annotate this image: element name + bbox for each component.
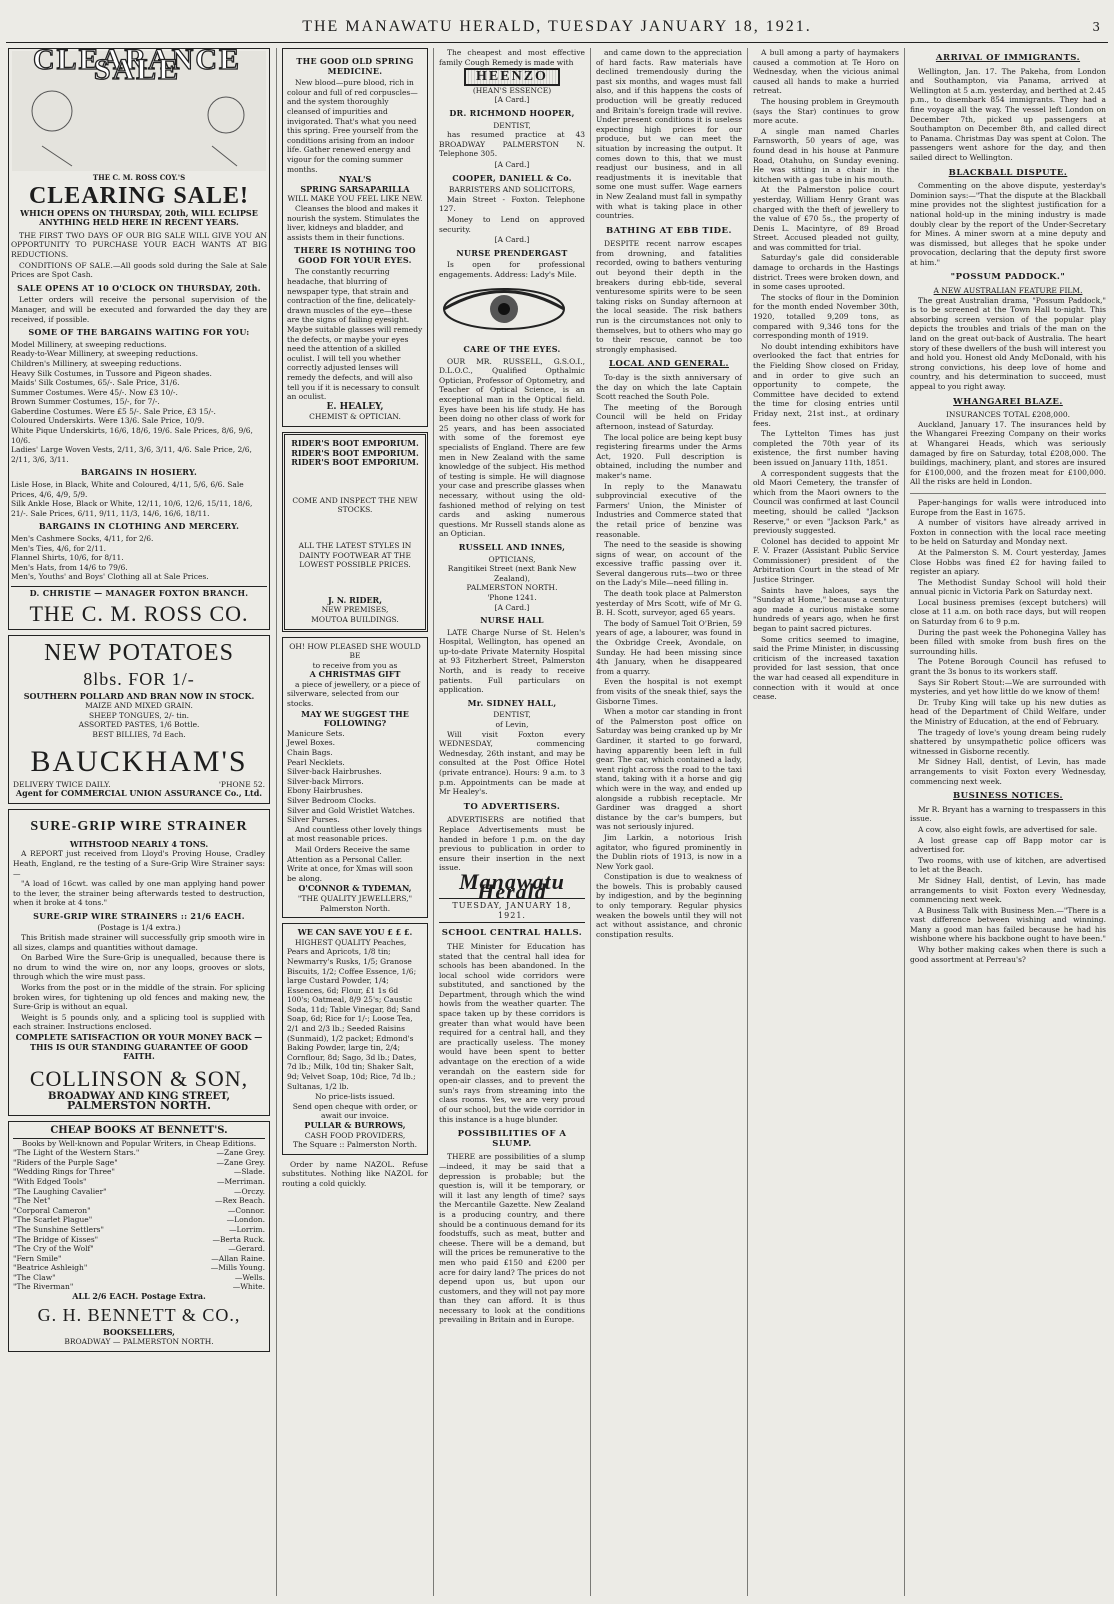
books-intro: Books by Well-known and Popular Writers, in Cheap Editions.	[21, 1138, 257, 1148]
bauckham-name: BAUCKHAM'S	[30, 744, 248, 778]
strainer-subtitle: WITHSTOOD NEARLY 4 TONS.	[69, 838, 209, 849]
xmas-more: And countless other lovely things at most reasonable prices.	[287, 824, 422, 844]
bargain-item: Summer Costumes. Were 45/-. Now £3 10/-.	[11, 387, 178, 397]
bargain-item: Maids' Silk Costumes, 65/-. Sale Price, 31/6.	[11, 378, 180, 388]
col6-para: The tragedy of love's young dream being rudely shattered by unsympathetic police officers was witnessed in Gisborne recently.	[910, 727, 1106, 756]
clothing-item: Men's Hats, from 14/6 to 79/6.	[11, 562, 128, 572]
cooper-money: Money to Lend on approved security.	[439, 214, 585, 234]
whangarei-sub: INSURANCES TOTAL £208,000.	[945, 410, 1071, 420]
col6-para: Mr Sidney Hall, dentist, of Levin, has made arrangements to visit Foxton every Wednesday, commencing next week.	[910, 757, 1106, 786]
news-para: A single man named Charles Farnsworth, 50 years of age, was found dead in his house at Panmure Road, Otahuhu, on Sunday evening. He was sitting in a chair in the kitchen with a gas tube in his mouth.	[753, 126, 899, 184]
news-para: The Lyttelton Times has just completed the 70th year of its existence, the first number having been issued on January 11th, 1851.	[753, 429, 899, 467]
clothing-heading: BARGAINS IN CLOTHING AND MERCERY.	[38, 521, 240, 532]
business-heading: BUSINESS NOTICES.	[952, 791, 1064, 802]
xmas-items	[287, 729, 423, 825]
rider-line: RIDER'S BOOT EMPORIUM.	[291, 447, 419, 458]
col6-para: At the Palmerston S. M. Court yesterday, James Close Hobbs was fined £2 for having failed to register an apiary.	[910, 547, 1106, 577]
business-para: Why bother making cakes when there is such a good assortment at Perreau's?	[910, 945, 1106, 964]
russell-name: RUSSELL AND INNES,	[458, 541, 566, 552]
immigrants-body: Wellington, Jan. 17. The Pakeha, from London and Southampton, via Panama, arrived at Wellington at 5 a.m. yesterday, and berthed at 2.45 p.m., to disembark 854 immigrants. They had a fine voyage all the way. The vessel left London on December 7th, picked up passengers at Southampton on December 8th, and called direct to Panama. Christmas Day was spent at Colon. The passengers went ashore for the day, and then sailed direct to Wellington.	[910, 66, 1106, 162]
save-body: HIGHEST QUALITY Peaches, Pears and Apricots, 1/8 tin; Newmarry's Rusks, 1/5; Granose Biscuits, 1/2; Coffee Essence, 1/6; large Custard Powder, 1/4; Essences, 6d; Flour, £1 1s 6d 100's; Oatmeal, 8/9 25's; Caustic Soda, 11d; Table Vinegar, 8d; Sand Soap, 6d; Rice for 1/-; Loose Tea, 2/1 and 2/3 lb.; Seeded Raisins (Sunmaid), 1/2 packet; Edmond's Baking Powder, large tin, 2/4; Cornflour, 8d; Sago, 3d lb.; Dates, 7d lb.; Milk, 10d tin; Shaker Salt, 9d; Velvet Soap, 10d; Rice, 7d lb.; Sultanas, 1/2 lb.	[287, 937, 421, 1091]
rider-name: J. N. RIDER,	[328, 594, 382, 605]
slump-heading: POSSIBILITIES OF A SLUMP.	[457, 1129, 567, 1149]
col6-para: A number of visitors have already arrived in Foxton in connection with the local race meeting to be held on Saturday and Monday next.	[910, 518, 1106, 547]
oconnor-sub: "THE QUALITY JEWELLERS,"	[297, 893, 413, 903]
book-row	[13, 1235, 265, 1245]
russell-sub: OPTICIANS,	[488, 554, 536, 564]
save-heading: WE CAN SAVE YOU £ £ £.	[297, 927, 413, 938]
xmas-heading: OH! HOW PLEASED SHE WOULD BE	[289, 641, 421, 661]
possum-heading: "POSSUM PADDOCK."	[950, 272, 1066, 283]
book-author: —Rex Beach.	[214, 1196, 265, 1206]
paper-date: TUESDAY, JANUARY 18, 1921.	[439, 898, 585, 923]
potatoes-title: NEW POTATOES	[44, 639, 234, 666]
page-number: 3	[1092, 20, 1100, 34]
business-para: A cow, also eight fowls, are advertised for sale.	[918, 824, 1098, 834]
xmas-item: Silver Bedroom Clocks.	[287, 796, 377, 805]
xmas-item: Silver Purses.	[287, 815, 340, 825]
hooper-name: DR. RICHMOND HOOPER,	[449, 107, 575, 118]
strainer-ad	[8, 809, 270, 1116]
whangarei-heading: WHANGAREI BLAZE.	[953, 396, 1063, 407]
nurse-body: Is open for professional engagements. Address: Lady's Mile.	[439, 260, 585, 279]
sidney-body: Will visit Foxton every WEDNESDAY, commencing Wednesday, 26th instant, and may be consulted at the Post Office Hotel (private entrance). Hours: 9 a.m. to 3 p.m. Appointments can be made at Mr Healey's.	[439, 729, 585, 797]
xmas-item: Ebony Hairbrushes.	[287, 786, 363, 796]
hosiery-heading: BARGAINS IN HOSIERY.	[80, 467, 198, 478]
local-para: Jim Larkin, a notorious Irish agitator, who figured prominently in the Dublin riots of 1913, is now in a New York gaol.	[596, 832, 742, 871]
clothing-item: Men's, Youths' and Boys' Clothing all at Sale Prices.	[11, 572, 209, 582]
strainer-title: SURE-GRIP WIRE STRAINER	[30, 818, 248, 834]
xmas-suggest: MAY WE SUGGEST THE FOLLOWING?	[301, 708, 409, 729]
bargain-item: Ready-to-Wear Millinery, at sweeping reductions.	[11, 349, 198, 359]
collinson-address: BROADWAY AND KING STREET,	[47, 1090, 230, 1102]
local-para: The body of Samuel Toit O'Brien, 59 years of age, a labourer, was found in the Oxbridge Creek, Avondale, on Sunday. He had been missing since 4th January, when he disappeared from a quarry.	[596, 618, 742, 676]
bargains-heading: SOME OF THE BARGAINS WAITING FOR YOU:	[28, 327, 250, 338]
eyes-heading: CARE OF THE EYES.	[463, 344, 561, 355]
eye-icon	[439, 284, 569, 334]
book-title: "The Laughing Cavalier"	[13, 1186, 107, 1196]
local-para: In reply to the Manawatu subprovincial executive of the Farmers' Union, the Minister of Industries and Commerce stated that the retail price of benzine was reasonable.	[596, 481, 742, 539]
whangarei-body: Auckland, January 17. The insurances held by the Whangarei Freezing Company on their works at Whangarei Heads, which was seriously damaged by fire on Saturday, total £208,000. The buildings, machinery, plant, and stores are insured for £100,000, and the frozen meat for £100,000. All the risks are held in London.	[910, 419, 1106, 487]
bargain-item: Gaberdine Costumes. Were £5 5/-. Sale Price, £3 15/-.	[11, 406, 216, 416]
blackball-body: Commenting on the above dispute, yesterday's Dominion says:—"That the dispute at the Blackball mine provides not the slightest justification for a national hold-up in the mining industry is made doubly clear by the report of the Under-Secretary for Mines. A miner sworn at a mine deputy and was dismissed, but alleges that he spoke under provocation, declaring that the deputy first swore at him."	[910, 181, 1106, 267]
pullar-name: PULLAR & BURROWS,	[304, 1120, 406, 1130]
paper-masthead: Manawatu Herald	[459, 868, 565, 904]
cooper-address: Main Street - Foxton. Telephone 127.	[439, 194, 585, 214]
newspaper-title: THE MANAWATU HERALD, TUESDAY JANUARY 18, 1921.	[302, 18, 812, 35]
hosiery-item: Lisle Hose, in Black, White and Coloured, 4/11, 5/6, 6/6. Sale Prices, 4/6, 4/9, 5/9.	[11, 480, 244, 499]
strainer-postage: (Postage is 1/4 extra.)	[97, 923, 181, 933]
column-rule	[747, 48, 748, 1596]
column-rule	[590, 48, 591, 1596]
local-para: The need to the seaside is showing signs of wear, on account of the excessive traffic passing over it. Several dangerous ruts—two or three on the Lady's Mile—need filling in.	[596, 540, 742, 588]
sale-subtitle: WHICH OPENS ON THURSDAY, 20th, WILL ECLIPSE ANYTHING HELD HERE IN RECENT YEARS.	[20, 207, 258, 228]
potatoes-line: ASSORTED PASTES, 1/6 Bottle.	[78, 720, 200, 730]
masthead	[6, 4, 1108, 43]
book-author: —Berta Ruck.	[212, 1234, 265, 1244]
pullar-address: The Square :: Palmerston North.	[293, 1140, 417, 1150]
rider-ad	[282, 432, 428, 632]
news-para: The housing problem in Greymouth (says the Star) continues to grow more acute.	[753, 96, 899, 126]
book-title: "The Scarlet Plague"	[13, 1215, 93, 1225]
bargain-item: Brown Summer Costumes, 15/-, for 7/-.	[11, 397, 160, 407]
news-para: Saturday's gale did considerable damage to orchards in the Hastings district. Trees were broken down, and in some cases uprooted.	[753, 253, 899, 292]
school-heading: SCHOOL CENTRAL HALLS.	[441, 928, 583, 939]
hosiery-item: Silk Ankle Hose, Black or White, 12/11, 10/6, 12/6, 15/11, 18/6, 21/-. Sale Prices, 6/11, 9/11, 11/3, 14/6, 16/6, 18/11.	[11, 499, 253, 518]
card-label: [A Card.]	[494, 159, 530, 169]
strainer-price: SURE-GRIP WIRE STRAINERS :: 21/6 EACH.	[33, 910, 245, 921]
column-1	[8, 48, 270, 1596]
cooper-name: COOPER, DANIELL & Co.	[452, 172, 572, 183]
local-para: Even the hospital is not exempt from visits of the sneak thief, says the Gisborne Times.	[596, 677, 742, 706]
healey-name: E. HEALEY,	[326, 401, 384, 412]
book-title: "Riders of the Purple Sage"	[13, 1157, 118, 1167]
pullar-sub: CASH FOOD PROVIDERS,	[304, 1130, 406, 1140]
news-para: At the Palmerston police court yesterday, William Henry Grant was charged with the theft of jewellery to the value of £70 5s., the property of Denis L. Macintyre, of 89 Broad Street. Accused pleaded not guilty, and was committed for trial.	[753, 185, 899, 252]
spring-heading: THE GOOD OLD SPRING MEDICINE.	[296, 56, 414, 76]
save-send: Send open cheque with order, or await our invoice.	[292, 1101, 418, 1121]
books-price: ALL 2/6 EACH. Postage Extra.	[72, 1291, 206, 1302]
bargain-item: Children's Millinery, at sweeping reductions.	[11, 358, 182, 368]
spring-body: New blood—pure blood, rich in colour and full of red corpuscles—and the system thoroughly cleansed of impurities and invigorated. That's what you need this spring. Free yourself from the conditions arising from an indoor life. Gather renewed energy and vigour for the coming summer months.	[287, 78, 419, 174]
book-author: —Mills Young.	[210, 1263, 265, 1273]
card-label: [A Card.]	[494, 235, 530, 245]
column-rule	[276, 48, 277, 1596]
heenzo-intro: The cheapest and most effective family Cough Remedy is made with	[439, 48, 585, 67]
school-body: THE Minister for Education has stated that the central hall idea for schools has been abandoned. In the local school wide corridors were substituted, and sanctioned by the Department, through which the wind howls from the weather quarter. The space taken up by these corridors is greater than what would have been required for a central hall, and they are practically useless. The money would have been spent to better advantage on the erection of a wide verandah on the eastern side for open-air classes, and to prevent the sun's rays from streaming into the class rooms. Yes, we are very proud of our school, but the wide corridor in this instance is a huge blunder.	[439, 941, 585, 1124]
bathing-heading: BATHING AT EBB TIDE.	[606, 225, 732, 236]
bennett-name: G. H. BENNETT & CO.,	[37, 1304, 241, 1325]
nothing-heading: THERE IS NOTHING TOO GOOD FOR YOUR EYES.	[294, 245, 416, 265]
book-row	[13, 1263, 265, 1273]
possum-sub: A NEW AUSTRALIAN FEATURE FILM.	[933, 286, 1083, 296]
book-author: —White.	[232, 1282, 265, 1292]
local-para: The meeting of the Borough Council will be held on Friday afternoon, instead of Saturday.	[596, 402, 742, 431]
book-title: "With Edged Tools"	[13, 1176, 87, 1186]
news-para: The stocks of flour in the Dominion for the month ended November 30th, 1920, totalled 9,209 tons, as compared with 9,346 tons for the corresponding month of 1919.	[753, 292, 899, 341]
col6-para: Paper-hangings for walls were introduced into Europe from the East in 1675.	[910, 497, 1106, 517]
book-row	[13, 1215, 265, 1225]
news-para: A correspondent suggests that the old Maori Cemetery, the transfer of which from the Maori owners to the Council was confirmed at last Council meeting, should be called "Jackson Reserve," or even "Jackson Park," as previously suggested.	[753, 468, 899, 536]
book-title: "Wedding Rings for Three"	[13, 1167, 115, 1177]
healey-sub: CHEMIST & OPTICIAN.	[309, 412, 401, 422]
oconnor-town: Palmerston North.	[319, 903, 391, 913]
firm-name: THE C. M. ROSS CO.	[29, 600, 249, 626]
col4-top: and came down to the appreciation of hard facts. Raw materials have declined tremendously during the past six months, and wages must fall also, and if this happens the costs of production will be greatly reduced and Britain's foreign trade will revive. Under present conditions it is useless expecting high prices for our produce, but we can meet the situation by increasing the output. It comes down to this, that we must readjust our business, and in all readjustments it is inevitable that some one must suffer. Wage earners in New Zealand must fall in sympathy with what is taking place in other countries.	[596, 48, 742, 221]
xmas-item: Silver-back Mirrors.	[287, 776, 364, 786]
rider-premises: NEW PREMISES,	[321, 605, 389, 615]
book-row	[13, 1187, 265, 1197]
news-para: No doubt intending exhibitors have overlooked the fact that entries for the Fielding Show closed on Friday, and in order to give such an opportunity to compete, the Committee have decided to extend the time for closing entries until Friday next, 21st inst., at ordinary fees.	[753, 341, 899, 428]
col6-para: The Potene Borough Council has refused to grant the 3s bonus to its workers staff.	[910, 657, 1106, 677]
blackball-heading: BLACKBALL DISPUTE.	[948, 167, 1068, 178]
advertisers-heading: TO ADVERTISERS.	[463, 801, 561, 812]
collinson-name: COLLINSON & SON,	[29, 1065, 249, 1091]
book-row	[13, 1148, 265, 1158]
news-para: Colonel has decided to appoint Mr F. V. Frazer (Assistant Public Service Commissioner) president of the Arbitration Court in the stead of Mr Justice Stringer.	[753, 536, 899, 585]
book-row	[13, 1254, 265, 1264]
strainer-para: Weight is 5 pounds only, and a splicing tool is supplied with each strainer. Instructions enclosed.	[13, 1012, 265, 1032]
book-row	[13, 1196, 265, 1206]
save-note: No price-lists issued.	[315, 1092, 395, 1102]
strainer-para: "A load of 16cwt. was called by one man applying hand power to the lever, the strainer being afterwards tested to destruction, when it broke at 4 tons."	[13, 879, 265, 908]
xmas-item: Jewel Boxes.	[287, 738, 336, 748]
clearance-sale-word: CLEARANCE SALE	[32, 48, 242, 86]
xmas-mail: Mail Orders Receive the same Attention as a Personal Caller. Write at once, for Xmas will soon be along.	[287, 844, 413, 883]
business-para: Two rooms, with use of kitchen, are advertised to let at the Beach.	[910, 855, 1106, 875]
nothing-body: The constantly recurring headache, that blurring of newspaper type, that strain and contraction of the fine, delicately-drawn muscles of the eye—these are the signs of failing eyesight. Maybe suitable glasses will remedy the defects, or maybe your eyes need the attention of a skilled oculist. I will tell you whether correctly adjusted lenses will remedy the defects, and will also tell you if it is necessary to consult an oculist.	[287, 267, 423, 402]
xmas-item: Pearl Necklets.	[287, 757, 345, 767]
book-row	[13, 1177, 265, 1187]
sidney-title: DENTIST,	[493, 710, 531, 720]
news-para: A bull among a party of haymakers caused a commotion at Te Horo on Wednesday, when the vicious animal caused all hands to make a hurried retreat.	[753, 48, 899, 96]
column-2	[282, 48, 428, 1596]
column-7	[910, 48, 1106, 1596]
xmas-item: Silver-back Hairbrushes.	[287, 767, 382, 777]
book-author: —London.	[226, 1215, 265, 1225]
xmas-body: to receive from you as	[312, 660, 398, 670]
column-4	[596, 48, 742, 1596]
bathing-body: DESPITE recent narrow escapes from drowning, and fatalities recorded, owing to bathers venturing out beyond their depth in the breakers during ebb-tide, several venturesome spirits were to be seen taking risks on Sunday afternoon at the local seaside. The risk bathers run is the circumstances not only to themselves, but to others who may go to their rescue, cannot be too strongly emphasised.	[596, 239, 742, 354]
heenzo-logo: HEENZO	[464, 68, 560, 86]
sarsaparilla-body: Cleanses the blood and makes it nourish the system. Stimulates the liver, kidneys and bladder, and assists them in their functions.	[287, 203, 420, 242]
potatoes-line: MAIZE AND MIXED GRAIN.	[85, 701, 193, 711]
bargain-item: Model Millinery, at sweeping reductions.	[11, 339, 167, 349]
bargain-item: Coloured Underskirts. Were 13/6. Sale Price, 10/9.	[11, 416, 205, 426]
firm-line: THE C. M. ROSS COY.'S	[92, 173, 186, 182]
potatoes-price: 8lbs. FOR 1/-	[83, 668, 195, 689]
book-row	[13, 1225, 265, 1235]
bargain-item: White Pique Underskirts, 16/6, 18/6, 19/6. Sale Prices, 8/6, 9/6, 10/6.	[11, 426, 253, 445]
strainer-para: On Barbed Wire the Sure-Grip is unequalled, because there is no drum to wind the wire on, nor any loops, grooves or slots, through which the wire must pass.	[13, 953, 265, 982]
book-row	[13, 1206, 265, 1216]
russell-town: PALMERSTON NORTH.	[466, 583, 558, 593]
russell-address: Rangitikei Street (next Bank New Zealand),	[447, 564, 577, 583]
book-author: —Merriman.	[217, 1176, 265, 1186]
sale-title: CLEARING SALE!	[28, 182, 250, 209]
col6-para: Says Sir Robert Stout:—We are surrounded with mysteries, and yet how little do we know of them!	[910, 677, 1106, 697]
column-rule	[433, 48, 434, 1596]
column-5	[753, 48, 899, 1596]
card-label: [A Card.]	[494, 602, 530, 612]
business-para: A Business Talk with Business Men.—"There is a vast difference between wishing and winning. Many a good man has failed because he had his wishbone where his backbone ought to have been."	[910, 905, 1106, 944]
business-para: Mr R. Bryant has a warning to trespassers in this issue.	[910, 804, 1106, 824]
book-title: "The Net"	[13, 1196, 51, 1206]
books-title: CHEAP BOOKS AT BENNETT'S.	[13, 1126, 265, 1139]
book-title: "The Claw"	[13, 1272, 56, 1282]
book-title: "Fern Smile"	[13, 1253, 62, 1263]
card-label: [A Card.]	[494, 95, 530, 105]
immigrants-heading: ARRIVAL OF IMMIGRANTS.	[935, 53, 1081, 63]
col6-para: During the past week the Pohonegina Valley has been filled with smoke from bush fires on the surrounding hills.	[910, 627, 1106, 656]
local-para: The death took place at Palmerston yesterday of Mrs Scott, wife of Mr G. B. H. Scott, surveyor, aged 65 years.	[596, 589, 742, 618]
potatoes-line: BEST BILLIES, 7d Each.	[92, 729, 186, 739]
clothing-item: Men's Cashmere Socks, 4/11, for 2/6.	[11, 534, 154, 543]
sarsaparilla-label: SPRING SARSAPARILLA	[300, 183, 410, 194]
hooper-title: DENTIST,	[493, 120, 531, 130]
book-title: "The Riverman"	[13, 1282, 74, 1292]
bennett-address: BROADWAY — PALMERSTON NORTH.	[64, 1337, 214, 1347]
russell-phone: 'Phone 1241.	[487, 592, 537, 602]
book-title: "The Cry of the Wolf"	[13, 1244, 94, 1254]
nursehall-name: NURSE HALL	[480, 615, 544, 626]
sale-opens: SALE OPENS AT 10 O'CLOCK ON THURSDAY, 20th.	[17, 282, 261, 293]
news-para: Some critics seemed to imagine, said the Prime Minister, in discussing criticism of the increased taxation provided for last session, that once the war had ceased all expenditure in connection with it would at once cease.	[753, 634, 899, 702]
sale-para: Letter orders will receive the personal supervision of the Manager, and will be executed and forwarded the day they are received, if possible.	[11, 295, 267, 324]
strainer-para: This British made strainer will successfully grip smooth wire in all sizes, clamps and quantities without damage.	[13, 933, 265, 952]
nazol-note: Order by name NAZOL. Refuse substitutes. Nothing like NAZOL for routing a cold quickly.	[282, 1159, 428, 1188]
potatoes-line: SHEEP TONGUES, 2/- tin.	[88, 710, 190, 720]
cooper-sub: BARRISTERS AND SOLICITORS,	[448, 185, 576, 195]
book-title: "The Bridge of Kisses"	[13, 1234, 99, 1244]
heenzo-sub: (HEAN'S ESSENCE)	[472, 85, 552, 95]
xmas-text: a piece of jewellery, or a piece of silverware, selected from our stocks.	[287, 679, 420, 709]
col6-para: Dr. Truby King will take up his new duties as head of the Department of Child Welfare, under the Ministry of Education, at the end of February.	[910, 697, 1106, 726]
book-author: —Zane Grey.	[216, 1157, 265, 1167]
xmas-item: Manicure Sets.	[287, 728, 345, 738]
bauckham-delivery: DELIVERY TWICE DAILY.	[13, 779, 111, 789]
local-para: When a motor car standing in front of the Palmerston post office on Saturday was being cranked up by Mr Gardiner, it started to go forward, having apparently been left in full gear. The car, which contained a lady, went right across the road to the taxi stand, taking with it a horse and gig which were in the way, and ended up alongside a rubbish receptacle. Mr Gardiner was dragged a short distance by the car's bumpers, but was not seriously injured.	[596, 707, 742, 832]
potatoes-ad	[8, 635, 270, 804]
clothing-item: Men's Ties, 4/6, for 2/11.	[11, 543, 107, 553]
save-ad	[282, 923, 428, 1155]
book-author: —Zane Grey.	[216, 1148, 265, 1158]
book-title: "The Light of the Western Stars."	[13, 1148, 140, 1158]
xmas-gift: A CHRISTMAS GIFT	[309, 669, 401, 680]
strainer-para: A REPORT just received from Lloyd's Proving House, Cradley Heath, England, re the testing of a Sure-Grip Wire Strainer says:—	[13, 849, 265, 878]
column-3	[439, 48, 585, 1596]
clothing-item: Flannel Shirts, 10/6, for 8/11.	[11, 553, 124, 563]
collinson-town: PALMERSTON NORTH.	[66, 1099, 212, 1113]
xmas-ad	[282, 637, 428, 919]
slump-body: THERE are possibilities of a slump —indeed, it may be said that a depression is probable; but the question is, will it be temporary, or will it last any length of time? says the Mercantile Gazette. New Zealand is a producing country, and there should be a continuous demand for its foodstuffs, such as meat, butter and cheese. There will be a demand, but will the prices be remunerative to the men who paid £150 and £200 per acre for dairy land? The prices do not depend upon us, but upon our customers, and they will not pay more than they can afford. It is thus necessary to look at the conditions prevailing in Britain and in Europe.	[439, 1152, 585, 1325]
nyal-label: NYAL'S	[338, 174, 372, 185]
book-author: —Allan Raine.	[211, 1253, 265, 1263]
book-title: "The Sunshine Settlers"	[13, 1224, 104, 1234]
spring-medicine-ad	[282, 48, 428, 427]
bargain-item: Heavy Silk Costumes, in Tussore and Pigeon shades.	[11, 368, 212, 378]
book-author: —Slade.	[233, 1167, 265, 1177]
book-author: —Wells.	[234, 1272, 265, 1282]
sidney-name: Mr. SIDNEY HALL,	[467, 697, 557, 708]
sarsaparilla-sub: WILL MAKE YOU FEEL LIKE NEW.	[287, 194, 423, 204]
clearance-sale-art	[11, 48, 267, 171]
book-row	[13, 1158, 265, 1168]
column-rule	[904, 48, 905, 1596]
book-row	[13, 1244, 265, 1254]
book-author: —Orczy.	[233, 1186, 265, 1196]
bauckham-phone: 'PHONE 52.	[218, 779, 265, 789]
oconnor-name: O'CONNOR & TYDEMAN,	[298, 883, 412, 894]
sale-para: THE FIRST TWO DAYS OF OUR BIG SALE WILL GIVE YOU AN OPPORTUNITY TO PURCHASE YOUR EACH WANTS AT BIG REDUCTIONS.	[11, 230, 267, 259]
strainer-guarantee: COMPLETE SATISFACTION OR YOUR MONEY BACK —THIS IS OUR STANDING GUARANTEE OF GOOD FAITH.	[15, 1032, 263, 1062]
local-para: To-day is the sixth anniversary of the day on which the late Captain Scott reached the South Pole.	[596, 373, 742, 402]
local-para: Constipation is due to weakness of the bowels. This is probably caused by indigestion, and by the beginning to only temporary. Regular physics weaken the bowels until they will not act without assistance, and chronic constipation results.	[596, 872, 742, 939]
col6-para: The Methodist Sunday School will hold their annual picnic in Victoria Park on Saturday next.	[910, 577, 1106, 597]
xmas-item: Chain Bags.	[287, 748, 333, 758]
rider-line: RIDER'S BOOT EMPORIUM.	[291, 457, 419, 468]
book-title: "Beatrice Ashleigh"	[13, 1263, 88, 1273]
eyes-body: OUR MR. RUSSELL, G.S.O.I., D.L.O.C., Qualified Opthalmic Optician, Professor of Optometry, and Teacher of Optical Science, is an exceptional man in the Optical field. Eyes have been his life study. He has been doing no other class of work for 25 years, and has been associated with some of the foremost eye specialists of England. There are few men in New Zealand with the same knowledge of the subject. His method of testing is simple. He will diagnose your case and prescribe glasses when necessary, without using the old-fashioned method of relying on test cards and asking numerous questions. Mr Russell stands alone as an Optician.	[439, 356, 585, 539]
books-list	[13, 1148, 265, 1292]
business-para: Mr Sidney Hall, dentist, of Levin, has made arrangements to visit Foxton every Wednesday, commencing next week.	[910, 875, 1106, 905]
xmas-item: Silver and Gold Wristlet Watches.	[287, 805, 415, 815]
rider-address: MOUTOA BUILDINGS.	[311, 614, 399, 624]
sidney-town: of Levin,	[495, 720, 529, 730]
manager-line: D. CHRISTIE — MANAGER FOXTON BRANCH.	[11, 586, 267, 599]
book-author: —Connor.	[227, 1205, 265, 1215]
nursehall-body: LATE Charge Nurse of St. Helen's Hospital, Wellington, has opened an up-to-date Private Maternity Hospital at 93 Fitzherbert Street, Palmerston North, and is ready to receive patients. Full particulars on application.	[439, 627, 585, 695]
advertisers-body: ADVERTISERS are notified that Replace Advertisements must be handed in before 1 p.m. on the day previous to publication in order to ensure their insertion in the next issue.	[439, 815, 585, 873]
strainer-para: Works from the post or in the middle of the strain. For splicing broken wires, for tightening up old fences and making new, the Sure-Grip is without an equal.	[13, 983, 265, 1012]
bennett-sub: BOOKSELLERS,	[103, 1326, 175, 1337]
book-row	[13, 1273, 265, 1283]
bargain-item: Ladies' Large Woven Vests, 2/11, 3/6, 3/11, 4/6. Sale Price, 2/6, 2/11, 3/6, 3/11.	[11, 445, 252, 464]
possum-body: The great Australian drama, "Possum Paddock," is to be screened at the Town Hall to-night. This absorbing screen version of the popular play depicts the troubles and trials of the man on the land on the great out-back of Australia. The heart story of these dwellers of the bush will interest you and hold you. Honest old Andy McDonald, with his strong convictions, his deep love of home and country, and his determination to succeed, must appeal to you right away.	[910, 295, 1106, 391]
rider-come: COME AND INSPECT THE NEW STOCKS.	[292, 495, 418, 515]
book-title: "Corporal Cameron"	[13, 1205, 91, 1215]
rider-styles: ALL THE LATEST STYLES IN DAINTY FOOTWEAR AT THE LOWEST POSSIBLE PRICES.	[298, 540, 412, 570]
hooper-body: has resumed practice at 43 BROADWAY PALMERSTON N. Telephone 305.	[439, 130, 585, 159]
book-row	[13, 1167, 265, 1177]
local-heading: LOCAL AND GENERAL.	[609, 359, 729, 370]
nurse-name: NURSE PRENDERGAST	[456, 247, 568, 258]
local-para: The local police are being kept busy registering firearms under the Arms Act, 1920. Full description is obtained, including the number and maker's name.	[596, 432, 742, 480]
book-author: —Gerard.	[228, 1244, 265, 1254]
bauckham-agent: Agent for COMMERCIAL UNION ASSURANCE Co., Ltd.	[15, 788, 263, 799]
sale-para: CONDITIONS OF SALE.—All goods sold during the Sale at Sale Prices are Spot Cash.	[11, 260, 267, 280]
news-para: Saints have haloes, says the "Sunday at Home," because a century ago made a curious mistake some hundreds of years ago, when he first began to paint sacred pictures.	[753, 585, 899, 634]
business-para: A lost grease cap off Bapp motor car is advertised for.	[910, 835, 1106, 855]
clearing-sale-ad	[8, 48, 270, 630]
book-author: —Lorrim.	[228, 1224, 265, 1234]
books-ad	[8, 1121, 270, 1352]
rider-line: RIDER'S BOOT EMPORIUM.	[291, 437, 419, 448]
potatoes-line: SOUTHERN POLLARD AND BRAN NOW IN STOCK.	[23, 690, 255, 701]
col6-para: Local business premises (except butchers) will close at 11 a.m. on both race days, but will reopen on Saturday from 6 to 9 p.m.	[910, 597, 1106, 627]
